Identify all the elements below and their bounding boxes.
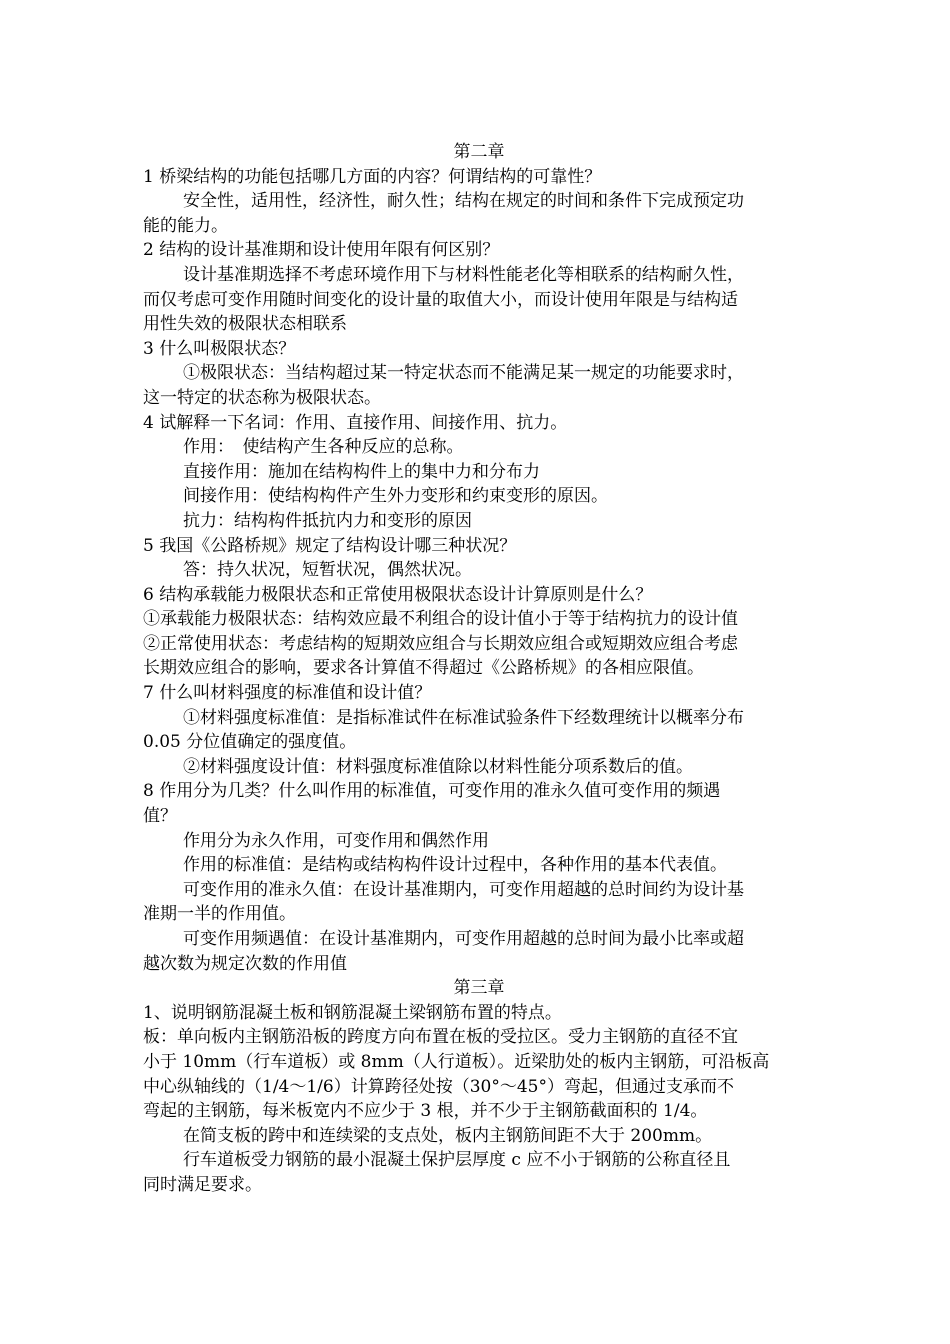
text-line: 抗力：结构构件抵抗内力和变形的原因	[183, 510, 472, 531]
question-line: 7 什么叫材料强度的标准值和设计值？	[143, 683, 432, 704]
text-line: 行车道板受力钢筋的最小混凝土保护层厚度 c 应不小于钢筋的公称直径且	[183, 1150, 731, 1171]
question-line: 6 结构承载能力极限状态和正常使用极限状态设计计算原则是什么？	[143, 584, 653, 605]
question-line: 2 结构的设计基准期和设计使用年限有何区别？	[143, 240, 500, 261]
text-line: 弯起的主钢筋，每米板宽内不应少于 3 根，并不少于主钢筋截面积的 1/4。	[143, 1101, 708, 1122]
text-line: 值？	[143, 806, 177, 827]
text-line: 同时满足要求。	[143, 1174, 262, 1195]
text-line: ②正常使用状态：考虑结构的短期效应组合与长期效应组合或短期效应组合考虑	[143, 633, 738, 654]
text-line: 作用： 使结构产生各种反应的总称。	[183, 437, 464, 458]
text-line: 越次数为规定次数的作用值	[143, 953, 347, 974]
text-line: 安全性，适用性，经济性，耐久性；结构在规定的时间和条件下完成预定功	[183, 191, 744, 212]
text-line: 这一特定的状态称为极限状态。	[143, 387, 381, 408]
text-line: 而仅考虑可变作用随时间变化的设计量的取值大小，而设计使用年限是与结构适	[143, 289, 738, 310]
chapter-3-heading: 第三章	[453, 978, 505, 999]
question-line: 4 试解释一下名词：作用、直接作用、间接作用、抗力。	[143, 412, 568, 433]
chapter-2-body	[143, 165, 815, 977]
text-line: 直接作用：施加在结构构件上的集中力和分布力	[183, 461, 540, 482]
text-line: 准期一半的作用值。	[143, 904, 296, 925]
text-line: 长期效应组合的影响，要求各计算值不得超过《公路桥规》的各相应限值。	[143, 658, 704, 679]
question-line: 5 我国《公路桥规》规定了结构设计哪三种状况？	[143, 535, 517, 556]
text-line: 作用的标准值：是结构或结构构件设计过程中，各种作用的基本代表值。	[183, 855, 727, 876]
text-line: 设计基准期选择不考虑环境作用下与材料性能老化等相联系的结构耐久性，	[183, 264, 744, 285]
question-line: 1 桥梁结构的功能包括哪几方面的内容？何谓结构的可靠性？	[143, 166, 602, 187]
question-line: 1、说明钢筋混凝土板和钢筋混凝土梁钢筋布置的特点。	[143, 1002, 562, 1023]
text-line: 作用分为永久作用，可变作用和偶然作用	[183, 830, 489, 851]
text-line: 可变作用的准永久值：在设计基准期内，可变作用超越的总时间约为设计基	[183, 879, 744, 900]
text-line: 可变作用频遇值：在设计基准期内，可变作用超越的总时间为最小比率或超	[183, 929, 744, 949]
text-line: 小于 10mm（行车道板）或 8mm（人行道板）。近梁肋处的板内主钢筋，可沿板高	[143, 1051, 770, 1072]
text-line: 板：单向板内主钢筋沿板的跨度方向布置在板的受拉区。受力主钢筋的直径不宜	[143, 1027, 738, 1048]
text-line: 答：持久状况，短暂状况，偶然状况。	[183, 560, 472, 581]
text-line: 能的能力。	[143, 215, 228, 236]
question-line: 3 什么叫极限状态？	[143, 338, 296, 359]
text-line: 中心纵轴线的（1/4～1/6）计算跨径处按（30°～45°）弯起，但通过支承而不	[143, 1076, 734, 1097]
text-line: 0.05 分位值确定的强度值。	[143, 732, 357, 753]
text-line: ①材料强度标准值：是指标准试件在标准试验条件下经数理统计以概率分布	[183, 707, 744, 728]
text-line: ①承载能力极限状态：结构效应最不利组合的设计值小于等于结构抗力的设计值	[143, 609, 738, 630]
text-line: 用性失效的极限状态相联系	[143, 314, 347, 335]
text-line: ①极限状态：当结构超过某一特定状态而不能满足某一规定的功能要求时，	[183, 363, 744, 384]
text-line: 间接作用：使结构构件产生外力变形和约束变形的原因。	[183, 486, 608, 507]
text-line: 在简支板的跨中和连续梁的支点处，板内主钢筋间距不大于 200mm。	[183, 1125, 713, 1146]
chapter-3-body	[143, 1001, 815, 1198]
text-line: ②材料强度设计值：材料强度标准值除以材料性能分项系数后的值。	[183, 756, 693, 777]
question-line: 8 作用分为几类？什么叫作用的标准值，可变作用的准永久值可变作用的频遇	[143, 781, 721, 802]
chapter-2-heading: 第二章	[453, 142, 505, 162]
document-content	[143, 140, 815, 1198]
